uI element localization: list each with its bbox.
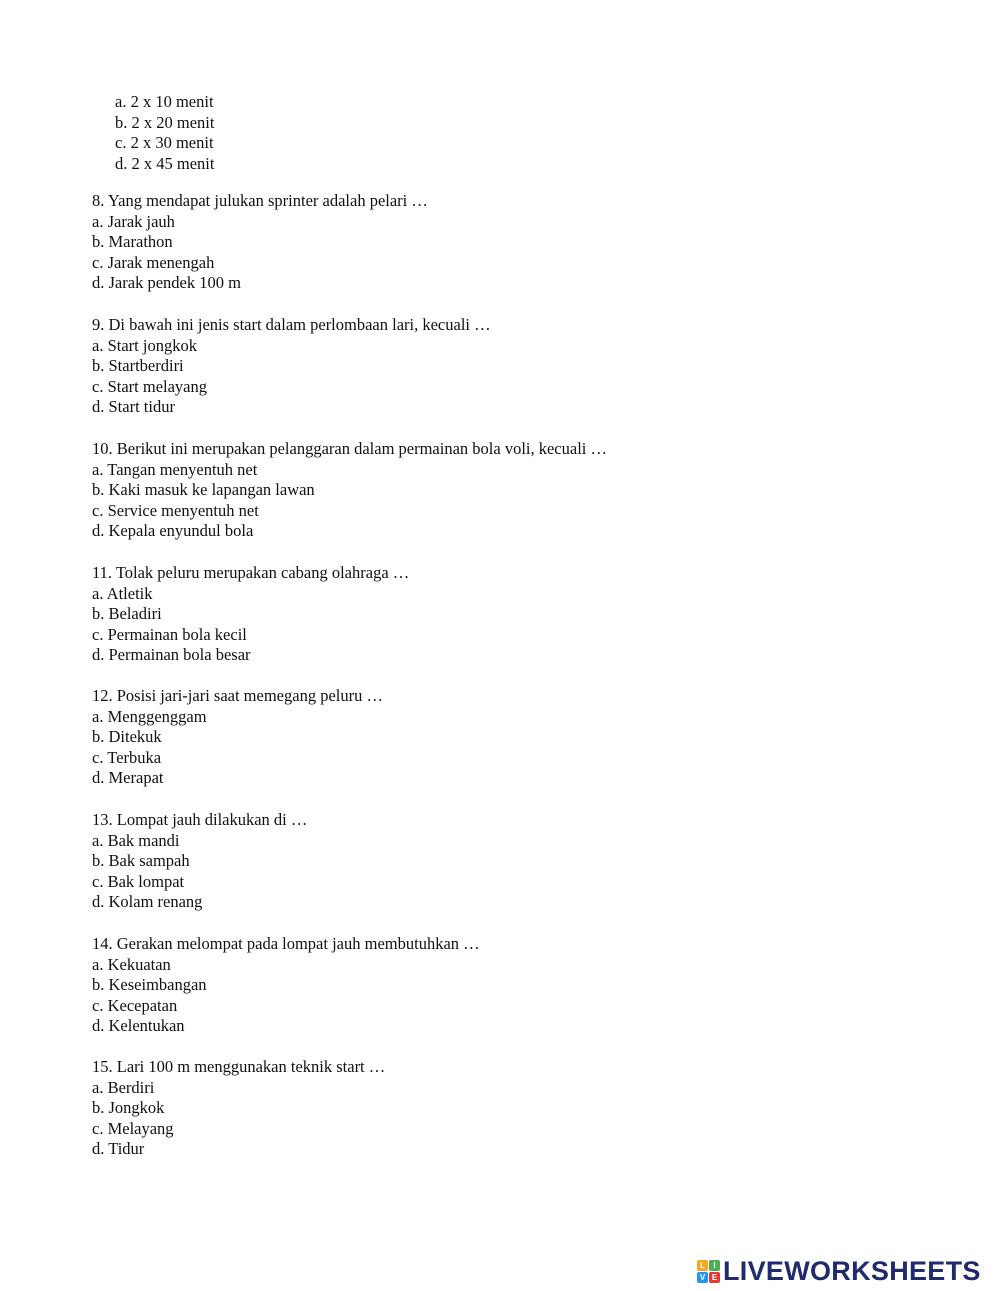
option-d: d. Tidur	[92, 1139, 145, 1159]
option-a: a. Tangan menyentuh net	[92, 459, 258, 479]
option-d: d. Start tidur	[92, 397, 175, 417]
question-13	[92, 810, 307, 913]
question-text: 10. Berikut ini merupakan pelanggaran dalam permainan bola voli, kecuali …	[92, 439, 607, 458]
option-b: b. Startberdiri	[92, 356, 184, 376]
question-text: 12. Posisi jari-jari saat memegang peluru …	[92, 686, 383, 705]
option-c: c. 2 x 30 menit	[115, 133, 214, 153]
option-c: c. Terbuka	[92, 747, 162, 767]
option-a: a. Atletik	[92, 583, 153, 603]
option-d: d. Kelentukan	[92, 1016, 185, 1036]
question-10	[92, 439, 607, 542]
option-c: c. Kecepatan	[92, 995, 178, 1015]
question-14	[92, 934, 480, 1037]
liveworksheets-logo[interactable]	[697, 1255, 981, 1287]
logo-tile-l: L	[697, 1260, 708, 1271]
option-d: d. Jarak pendek 100 m	[92, 273, 241, 293]
question-9	[92, 315, 491, 418]
option-b: b. Bak sampah	[92, 851, 190, 871]
option-d: d. 2 x 45 menit	[115, 153, 215, 173]
option-b: b. Marathon	[92, 232, 173, 252]
option-b: b. Jongkok	[92, 1098, 165, 1118]
option-d: d. Merapat	[92, 768, 164, 788]
option-b: b. Beladiri	[92, 604, 162, 624]
option-a: a. Menggenggam	[92, 706, 207, 726]
question-11	[92, 563, 409, 666]
option-c: c. Service menyentuh net	[92, 500, 259, 520]
option-b: b. Kaki masuk ke lapangan lawan	[92, 480, 315, 500]
question-text: 9. Di bawah ini jenis start dalam perlombaan lari, kecuali …	[92, 315, 491, 334]
liveworksheets-wordmark: LIVEWORKSHEETS	[723, 1255, 981, 1286]
option-b: b. 2 x 20 menit	[115, 112, 215, 132]
liveworksheets-logo-icon	[697, 1260, 720, 1283]
question-15	[92, 1057, 385, 1160]
logo-tile-e: E	[709, 1272, 720, 1283]
question-text: 13. Lompat jauh dilakukan di …	[92, 810, 308, 829]
option-a: a. Berdiri	[92, 1077, 155, 1097]
option-d: d. Permainan bola besar	[92, 645, 251, 665]
option-a: a. Kekuatan	[92, 954, 171, 974]
question-text: 15. Lari 100 m menggunakan teknik start …	[92, 1057, 386, 1076]
option-a: a. Jarak jauh	[92, 211, 175, 231]
question-text: 14. Gerakan melompat pada lompat jauh membutuhkan …	[92, 934, 480, 953]
option-c: c. Start melayang	[92, 376, 208, 396]
option-c: c. Jarak menengah	[92, 252, 215, 272]
option-c: c. Melayang	[92, 1118, 174, 1138]
question-text: 8. Yang mendapat julukan sprinter adalah pelari …	[92, 191, 428, 210]
question-8	[92, 191, 428, 294]
option-d: d. Kepala enyundul bola	[92, 521, 254, 541]
option-a: a. 2 x 10 menit	[115, 92, 214, 111]
logo-tile-v: V	[697, 1272, 708, 1283]
logo-tile-i: I	[709, 1260, 720, 1271]
option-c: c. Bak lompat	[92, 871, 185, 891]
option-b: b. Keseimbangan	[92, 975, 207, 995]
question-7-options	[115, 92, 214, 174]
option-b: b. Ditekuk	[92, 727, 162, 747]
question-12	[92, 686, 383, 789]
question-text: 11. Tolak peluru merupakan cabang olahraga …	[92, 563, 410, 582]
option-a: a. Bak mandi	[92, 830, 180, 850]
option-c: c. Permainan bola kecil	[92, 624, 247, 644]
option-a: a. Start jongkok	[92, 335, 197, 355]
option-d: d. Kolam renang	[92, 892, 203, 912]
